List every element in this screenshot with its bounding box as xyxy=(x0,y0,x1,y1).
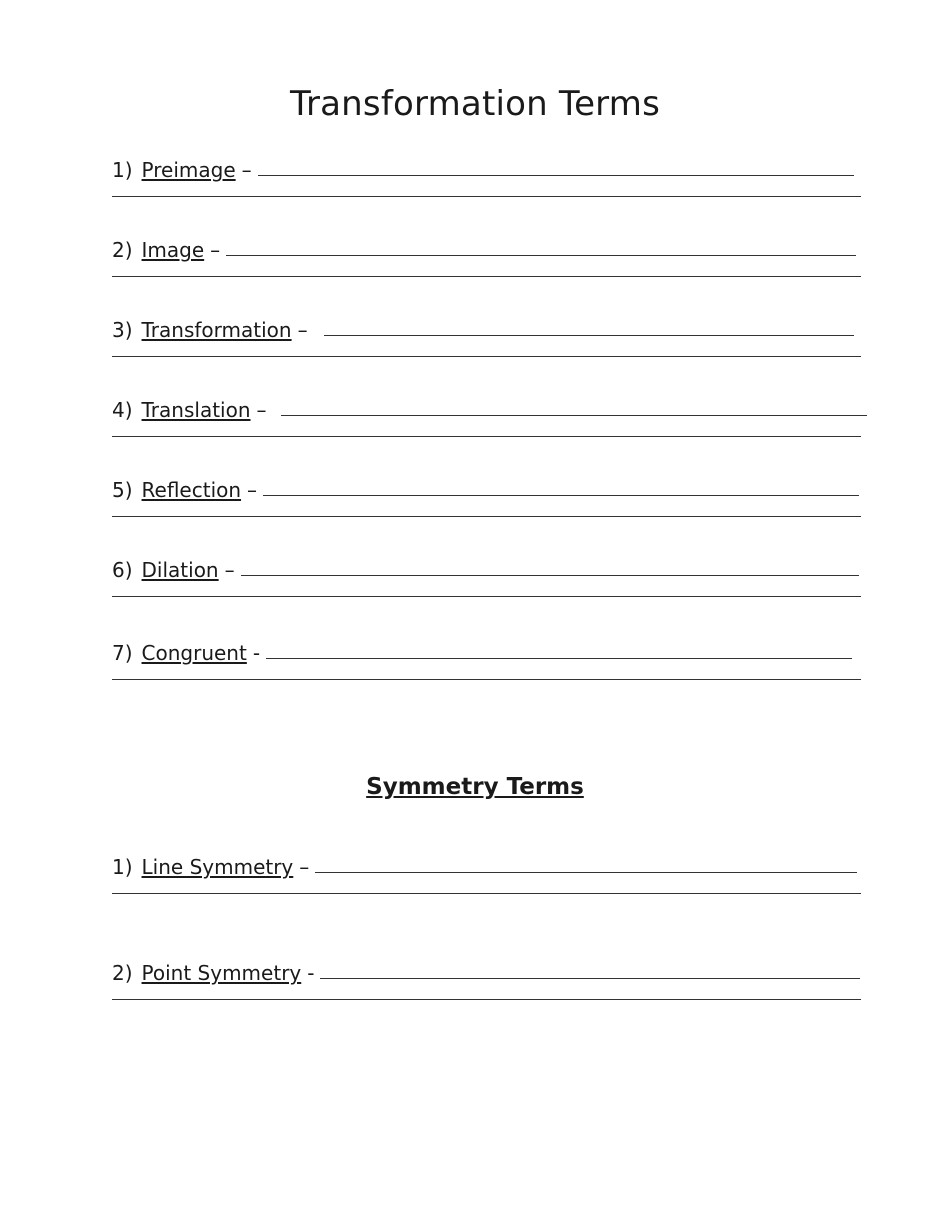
answer-line[interactable] xyxy=(112,276,861,277)
term-separator: – xyxy=(297,318,308,342)
answer-blank[interactable] xyxy=(263,494,859,496)
term-number: 4) xyxy=(112,398,133,422)
term-label: Transformation xyxy=(141,318,292,342)
section-title-symmetry: Symmetry Terms xyxy=(366,774,584,800)
term-separator: – xyxy=(256,398,267,422)
answer-line[interactable] xyxy=(112,356,861,357)
page-title: Transformation Terms xyxy=(289,84,660,124)
term-label: Congruent xyxy=(141,641,247,665)
answer-blank[interactable] xyxy=(315,871,857,873)
term-number: 6) xyxy=(112,558,133,582)
term-separator: - xyxy=(252,641,261,665)
term-label: Reflection xyxy=(141,478,242,502)
answer-line[interactable] xyxy=(112,679,861,680)
term-label: Point Symmetry xyxy=(141,961,302,985)
answer-blank[interactable] xyxy=(281,414,867,416)
term-label: Image xyxy=(141,238,205,262)
answer-blank[interactable] xyxy=(241,574,859,576)
answer-blank[interactable] xyxy=(258,174,854,176)
term-number: 1) xyxy=(112,855,133,879)
answer-blank[interactable] xyxy=(320,977,860,979)
term-number: 3) xyxy=(112,318,133,342)
term-number: 1) xyxy=(112,158,133,182)
term-separator: – xyxy=(247,478,258,502)
term-separator: – xyxy=(210,238,221,262)
answer-line[interactable] xyxy=(112,516,861,517)
answer-blank[interactable] xyxy=(324,334,854,336)
answer-line[interactable] xyxy=(112,893,861,894)
term-separator: - xyxy=(307,961,315,985)
term-number: 2) xyxy=(112,238,133,262)
term-number: 5) xyxy=(112,478,133,502)
term-separator: – xyxy=(241,158,252,182)
term-separator: – xyxy=(224,558,235,582)
term-label: Preimage xyxy=(141,158,236,182)
answer-line[interactable] xyxy=(112,999,861,1000)
answer-line[interactable] xyxy=(112,196,861,197)
answer-line[interactable] xyxy=(112,596,861,597)
answer-line[interactable] xyxy=(112,436,861,437)
term-label: Dilation xyxy=(141,558,219,582)
term-label: Line Symmetry xyxy=(141,855,294,879)
term-number: 7) xyxy=(112,641,133,665)
answer-blank[interactable] xyxy=(266,657,852,659)
answer-blank[interactable] xyxy=(226,254,856,256)
term-number: 2) xyxy=(112,961,133,985)
term-separator: – xyxy=(299,855,310,879)
term-label: Translation xyxy=(141,398,251,422)
